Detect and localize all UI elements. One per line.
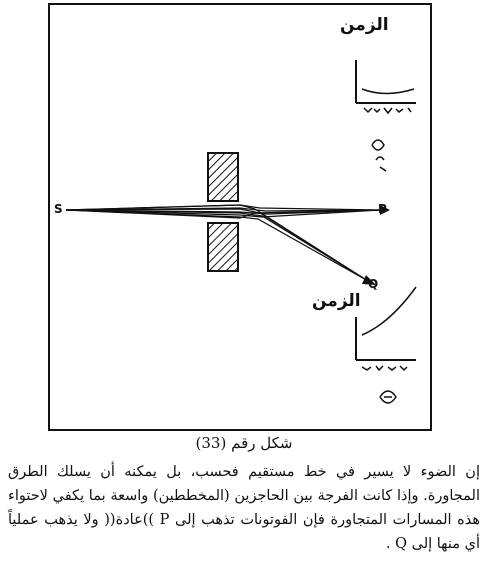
source-label-s: S	[54, 202, 63, 216]
figure-caption: شكل رقم (33)	[195, 434, 293, 452]
light-path-diagram	[50, 5, 434, 433]
time-label-bottom: الزمن	[312, 291, 361, 311]
time-label-top: الزمن	[340, 15, 389, 35]
point-label-q: Q	[368, 277, 379, 291]
point-label-p: P	[378, 202, 387, 216]
lower-barrier	[208, 223, 238, 271]
upper-barrier	[208, 153, 238, 201]
time-graph-bottom-ticks	[362, 366, 407, 403]
body-paragraph	[8, 460, 480, 556]
time-graph-top-ticks	[364, 108, 411, 171]
paragraph-text: إن الضوء لا يسير في خط مستقيم فحسب، بل يمكنه أن يسلك الطرق المجاورة. وإذا كانت الفرجة بين الحاجزين (المخططين) واسعة بما يكفي لاحتواء هذه المسارات المتجاورة فإن الفوتونات تذهب إلى P ))عادة(( ولا يذهب عملياً أي منها إلى Q .	[8, 464, 481, 552]
time-graph-top	[356, 60, 416, 103]
figure-frame	[48, 3, 432, 431]
time-graph-bottom	[356, 287, 416, 360]
